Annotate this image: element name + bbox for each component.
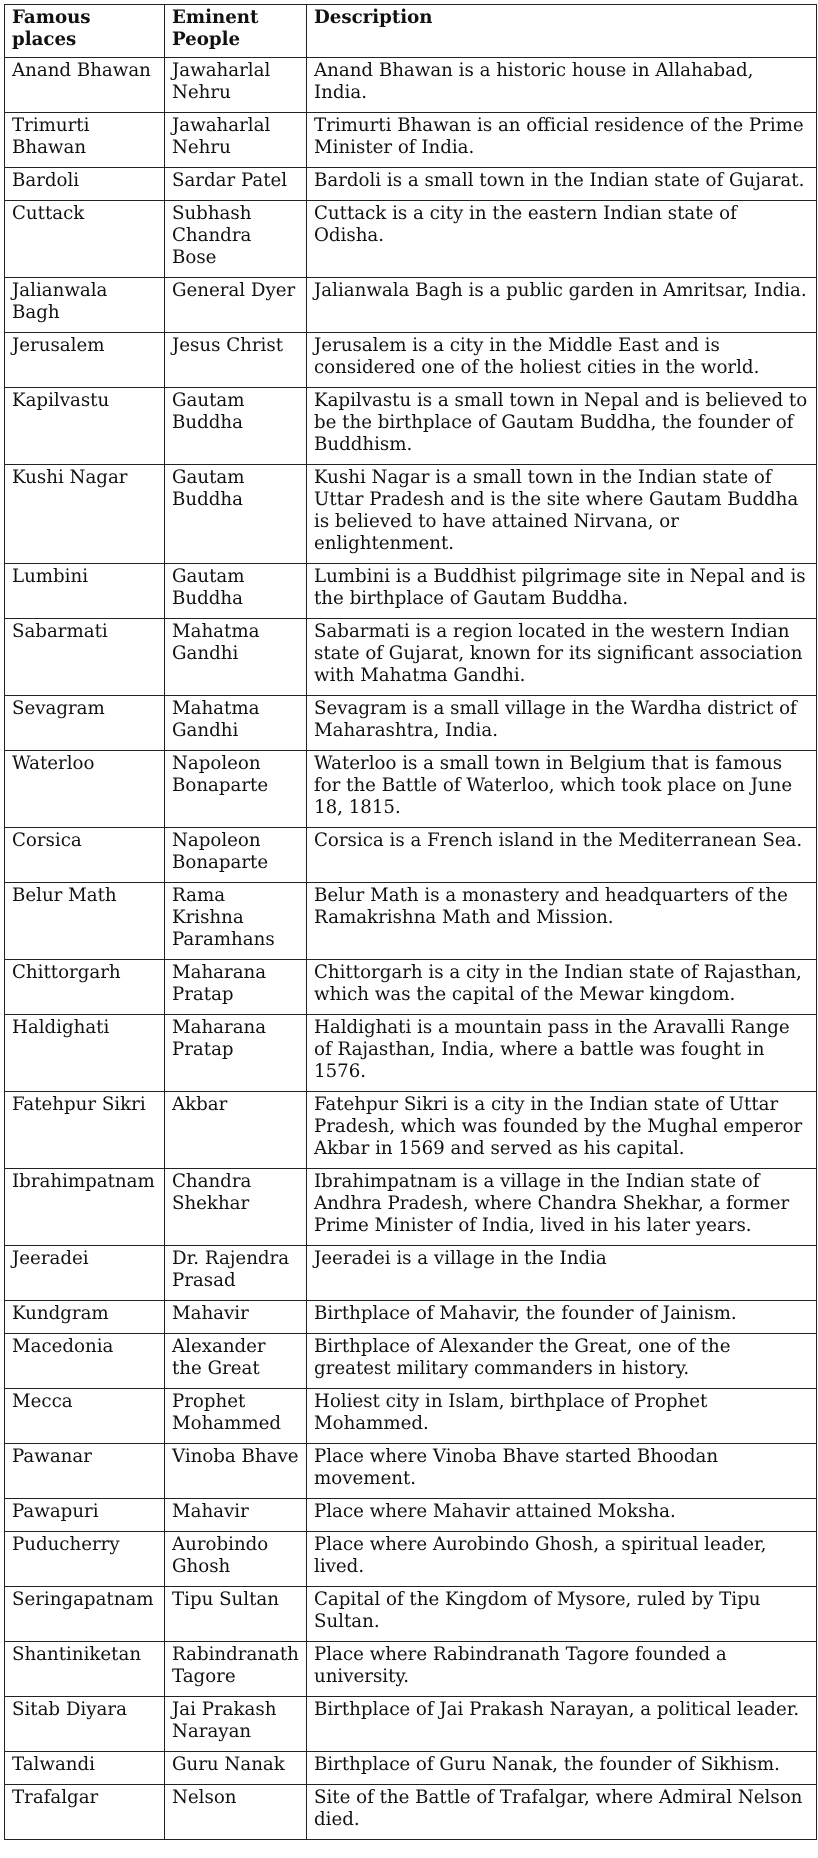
- table-header: [5, 5, 817, 58]
- table-row: [5, 1444, 817, 1499]
- person-cell: Napoleon Bonaparte: [165, 751, 307, 828]
- place-cell: Kundgram: [5, 1301, 165, 1334]
- table-row: [5, 828, 817, 883]
- person-cell: Maharana Pratap: [165, 960, 307, 1015]
- table-row: [5, 960, 817, 1015]
- table-row: [5, 113, 817, 168]
- person-cell: Tipu Sultan: [165, 1587, 307, 1642]
- person-cell: Mahatma Gandhi: [165, 619, 307, 696]
- description-cell: Ibrahimpatnam is a village in the Indian state of Andhra Pradesh, where Chandra Shekhar, a former Prime Minister of India, lived in his later years.: [307, 1169, 817, 1246]
- table-row: [5, 1334, 817, 1389]
- table-row: [5, 619, 817, 696]
- description-cell: Waterloo is a small town in Belgium that is famous for the Battle of Waterloo, which took place on June 18, 1815.: [307, 751, 817, 828]
- person-cell: Aurobindo Ghosh: [165, 1532, 307, 1587]
- table-row: [5, 278, 817, 333]
- place-cell: Cuttack: [5, 201, 165, 278]
- header-famous-places: Famous places: [5, 5, 165, 58]
- description-cell: Place where Vinoba Bhave started Bhoodan movement.: [307, 1444, 817, 1499]
- table-row: [5, 1499, 817, 1532]
- place-cell: Jeeradei: [5, 1246, 165, 1301]
- description-cell: Anand Bhawan is a historic house in Allahabad, India.: [307, 58, 817, 113]
- description-cell: Jeeradei is a village in the India: [307, 1246, 817, 1301]
- place-cell: Lumbini: [5, 564, 165, 619]
- table-body: [5, 58, 817, 1840]
- table-row: [5, 58, 817, 113]
- place-cell: Sevagram: [5, 696, 165, 751]
- place-cell: Haldighati: [5, 1015, 165, 1092]
- description-cell: Haldighati is a mountain pass in the Aravalli Range of Rajasthan, India, where a battle was fought in 1576.: [307, 1015, 817, 1092]
- person-cell: Nelson: [165, 1785, 307, 1840]
- person-cell: Akbar: [165, 1092, 307, 1169]
- table-row: [5, 1301, 817, 1334]
- description-cell: Capital of the Kingdom of Mysore, ruled by Tipu Sultan.: [307, 1587, 817, 1642]
- description-cell: Fatehpur Sikri is a city in the Indian state of Uttar Pradesh, which was founded by the Mughal emperor Akbar in 1569 and served as his capital.: [307, 1092, 817, 1169]
- person-cell: Gautam Buddha: [165, 564, 307, 619]
- place-cell: Pawapuri: [5, 1499, 165, 1532]
- place-cell: Bardoli: [5, 168, 165, 201]
- description-cell: Trimurti Bhawan is an official residence of the Prime Minister of India.: [307, 113, 817, 168]
- description-cell: Jerusalem is a city in the Middle East and is considered one of the holiest cities in the world.: [307, 333, 817, 388]
- table-row: [5, 1642, 817, 1697]
- person-cell: Napoleon Bonaparte: [165, 828, 307, 883]
- description-cell: Corsica is a French island in the Mediterranean Sea.: [307, 828, 817, 883]
- table-row: [5, 696, 817, 751]
- place-cell: Macedonia: [5, 1334, 165, 1389]
- person-cell: Subhash Chandra Bose: [165, 201, 307, 278]
- description-cell: Bardoli is a small town in the Indian state of Gujarat.: [307, 168, 817, 201]
- description-cell: Birthplace of Alexander the Great, one of the greatest military commanders in history.: [307, 1334, 817, 1389]
- description-cell: Place where Mahavir attained Moksha.: [307, 1499, 817, 1532]
- description-cell: Belur Math is a monastery and headquarters of the Ramakrishna Math and Mission.: [307, 883, 817, 960]
- place-cell: Anand Bhawan: [5, 58, 165, 113]
- place-cell: Trafalgar: [5, 1785, 165, 1840]
- person-cell: Mahavir: [165, 1301, 307, 1334]
- description-cell: Place where Aurobindo Ghosh, a spiritual leader, lived.: [307, 1532, 817, 1587]
- table-row: [5, 1697, 817, 1752]
- person-cell: Dr. Rajendra Prasad: [165, 1246, 307, 1301]
- description-cell: Lumbini is a Buddhist pilgrimage site in Nepal and is the birthplace of Gautam Buddha.: [307, 564, 817, 619]
- place-cell: Talwandi: [5, 1752, 165, 1785]
- person-cell: Jawaharlal Nehru: [165, 113, 307, 168]
- place-cell: Belur Math: [5, 883, 165, 960]
- person-cell: Sardar Patel: [165, 168, 307, 201]
- person-cell: Gautam Buddha: [165, 388, 307, 465]
- place-cell: Waterloo: [5, 751, 165, 828]
- person-cell: Prophet Mohammed: [165, 1389, 307, 1444]
- place-cell: Ibrahimpatnam: [5, 1169, 165, 1246]
- header-row: [5, 5, 817, 58]
- description-cell: Site of the Battle of Trafalgar, where Admiral Nelson died.: [307, 1785, 817, 1840]
- table-row: [5, 1092, 817, 1169]
- description-cell: Cuttack is a city in the eastern Indian state of Odisha.: [307, 201, 817, 278]
- person-cell: Alexander the Great: [165, 1334, 307, 1389]
- description-cell: Chittorgarh is a city in the Indian state of Rajasthan, which was the capital of the Mewar kingdom.: [307, 960, 817, 1015]
- person-cell: Maharana Pratap: [165, 1015, 307, 1092]
- table-row: [5, 333, 817, 388]
- description-cell: Place where Rabindranath Tagore founded a university.: [307, 1642, 817, 1697]
- place-cell: Puducherry: [5, 1532, 165, 1587]
- place-cell: Sabarmati: [5, 619, 165, 696]
- description-cell: Sabarmati is a region located in the western Indian state of Gujarat, known for its significant association with Mahatma Gandhi.: [307, 619, 817, 696]
- person-cell: Jesus Christ: [165, 333, 307, 388]
- description-cell: Birthplace of Mahavir, the founder of Jainism.: [307, 1301, 817, 1334]
- place-cell: Kushi Nagar: [5, 465, 165, 564]
- description-cell: Birthplace of Guru Nanak, the founder of Sikhism.: [307, 1752, 817, 1785]
- person-cell: Mahatma Gandhi: [165, 696, 307, 751]
- person-cell: Gautam Buddha: [165, 465, 307, 564]
- header-eminent-people: Eminent People: [165, 5, 307, 58]
- person-cell: Rabindranath Tagore: [165, 1642, 307, 1697]
- table-row: [5, 1246, 817, 1301]
- table-row: [5, 1785, 817, 1840]
- table-row: [5, 1015, 817, 1092]
- person-cell: Rama Krishna Paramhans: [165, 883, 307, 960]
- table-row: [5, 168, 817, 201]
- header-description: Description: [307, 5, 817, 58]
- place-cell: Corsica: [5, 828, 165, 883]
- person-cell: Jawaharlal Nehru: [165, 58, 307, 113]
- person-cell: Mahavir: [165, 1499, 307, 1532]
- place-cell: Jalianwala Bagh: [5, 278, 165, 333]
- table-row: [5, 1587, 817, 1642]
- place-cell: Mecca: [5, 1389, 165, 1444]
- place-cell: Kapilvastu: [5, 388, 165, 465]
- description-cell: Kapilvastu is a small town in Nepal and is believed to be the birthplace of Gautam Buddha, the founder of Buddhism.: [307, 388, 817, 465]
- document-page: [4, 4, 816, 1840]
- famous-places-table: [4, 4, 817, 1840]
- table-row: [5, 1532, 817, 1587]
- table-row: [5, 883, 817, 960]
- place-cell: Sitab Diyara: [5, 1697, 165, 1752]
- description-cell: Sevagram is a small village in the Wardha district of Maharashtra, India.: [307, 696, 817, 751]
- table-row: [5, 1169, 817, 1246]
- table-row: [5, 465, 817, 564]
- table-row: [5, 1389, 817, 1444]
- place-cell: Jerusalem: [5, 333, 165, 388]
- description-cell: Jalianwala Bagh is a public garden in Amritsar, India.: [307, 278, 817, 333]
- place-cell: Chittorgarh: [5, 960, 165, 1015]
- person-cell: Guru Nanak: [165, 1752, 307, 1785]
- place-cell: Trimurti Bhawan: [5, 113, 165, 168]
- person-cell: Vinoba Bhave: [165, 1444, 307, 1499]
- person-cell: Chandra Shekhar: [165, 1169, 307, 1246]
- person-cell: Jai Prakash Narayan: [165, 1697, 307, 1752]
- table-row: [5, 201, 817, 278]
- place-cell: Fatehpur Sikri: [5, 1092, 165, 1169]
- table-row: [5, 564, 817, 619]
- place-cell: Seringapatnam: [5, 1587, 165, 1642]
- place-cell: Pawanar: [5, 1444, 165, 1499]
- table-row: [5, 751, 817, 828]
- place-cell: Shantiniketan: [5, 1642, 165, 1697]
- person-cell: General Dyer: [165, 278, 307, 333]
- description-cell: Holiest city in Islam, birthplace of Prophet Mohammed.: [307, 1389, 817, 1444]
- description-cell: Kushi Nagar is a small town in the Indian state of Uttar Pradesh and is the site where Gautam Buddha is believed to have attained Nirvana, or enlightenment.: [307, 465, 817, 564]
- table-row: [5, 1752, 817, 1785]
- description-cell: Birthplace of Jai Prakash Narayan, a political leader.: [307, 1697, 817, 1752]
- table-row: [5, 388, 817, 465]
